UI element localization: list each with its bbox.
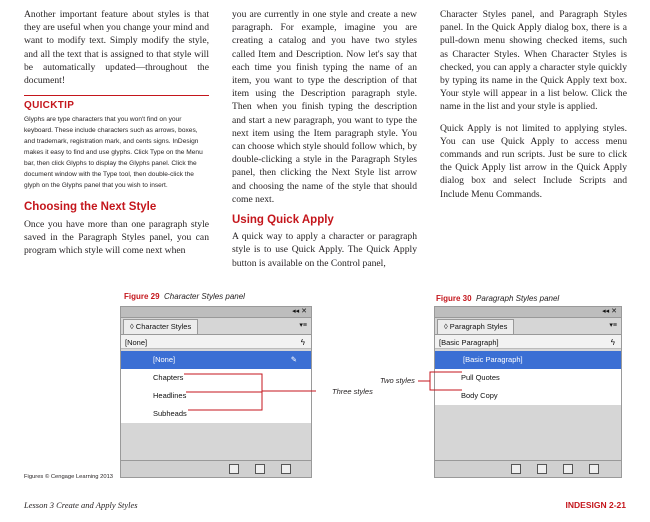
- figure-number: Figure 29: [124, 292, 160, 301]
- panel-titlebar[interactable]: ◂◂ ✕: [435, 307, 621, 318]
- paragraph: Quick Apply is not limited to applying styles. You can use Quick Apply to access menu commands and run scripts. Just be sure to click the Quick Apply list arrow in the Quick Apply dialog box and select Include Scripts and Include Menu Commands.: [440, 122, 627, 200]
- section-heading: Using Quick Apply: [232, 214, 334, 227]
- callout-line: [184, 374, 316, 391]
- panel-menu-icon[interactable]: ▾≡: [299, 322, 307, 329]
- section-heading: Choosing the Next Style: [24, 201, 157, 214]
- quick-apply-icon[interactable]: ϟ: [610, 338, 615, 347]
- list-item[interactable]: Chapters: [153, 373, 184, 382]
- current-style: [Basic Paragraph]: [439, 338, 499, 347]
- callout-line: [188, 391, 262, 410]
- callout-line: [418, 372, 462, 381]
- paragraph: Another important feature about styles is that they are useful when you change your mind and want to modify text. Simply modify the style, and all the text that is assigned to that style will be automatically updated—throughout the document!: [24, 9, 209, 87]
- quick-tip-title: QUICKTIP: [24, 95, 209, 112]
- current-style: [None]: [125, 338, 148, 347]
- list-item[interactable]: Body Copy: [461, 391, 498, 400]
- paragraph: A quick way to apply a character or paragraph style is to use Quick Apply. The Quick Apply button is available on the Control panel,: [232, 231, 417, 269]
- figure-caption: Paragraph Styles panel: [476, 294, 560, 303]
- panel-tab[interactable]: ◊ Character Styles: [123, 319, 198, 334]
- panel-titlebar[interactable]: ◂◂ ✕: [121, 307, 311, 318]
- paragraph: Character Styles panel, and Paragraph Styles panel. In the Quick Apply dialog box, there is a pull-down menu showing checked items, such as Character Styles. When Character Styles is checked, you can apply a character style quickly by typing its name in the Quick Apply text box. Your style will appear in a list below. Click the name in the list and your style is applied.: [440, 9, 627, 113]
- callout-two-styles: Two styles: [380, 376, 415, 385]
- figure-caption: Character Styles panel: [164, 292, 245, 301]
- figure-number: Figure 30: [436, 294, 472, 303]
- figure-credit: Figures © Cengage Learning 2013: [24, 474, 114, 480]
- list-item[interactable]: [None] ✎: [121, 351, 311, 369]
- panel-tab[interactable]: ◊ Paragraph Styles: [437, 319, 514, 334]
- callout-line: [430, 381, 462, 390]
- paragraph: you are currently in one style and create a new paragraph. For example, imagine you are creating a catalog and you have two styles called Item and Description. Now let's say that each time you finish typing the name of an item, you want to type the description of that item using the Description paragraph style. Then when you finish typing the description and start a new paragraph, you want to type the next item using the Item paragraph style. You can choose which style should follow which, by double-clicking a style in the Paragraph Styles panel, then clicking the Next Style list arrow and choosing the name of the style that should come next.: [232, 9, 417, 205]
- list-item[interactable]: Headlines: [153, 391, 187, 400]
- quick-apply-icon[interactable]: ϟ: [300, 338, 305, 347]
- edit-icon: ✎: [290, 355, 297, 364]
- paragraph: Once you have more than one paragraph style saved in the Paragraph Styles panel, you can program which style will come next when: [24, 218, 209, 257]
- list-item[interactable]: Pull Quotes: [461, 373, 500, 382]
- footer-lesson: Lesson 3 Create and Apply Styles: [24, 500, 138, 510]
- quick-tip-body: Glyphs are type characters that you won't find on your keyboard. These include characters such as arrows, boxes, and trademark, registration mark, and cents signs. InDesign makes it easy to find and use glyphs. Click Type on the Menu bar, then click Glyphs to display the Glyphs panel. Click the document window with the Type tool, then double-click the glyph on the Glyphs panel that you wish to insert.: [24, 116, 203, 190]
- list-item[interactable]: [Basic Paragraph]: [435, 351, 621, 369]
- callout-three-styles: Three styles: [332, 387, 373, 396]
- panel-menu-icon[interactable]: ▾≡: [609, 322, 617, 329]
- footer-page: INDESIGN 2-21: [565, 500, 626, 510]
- list-item[interactable]: Subheads: [153, 409, 187, 418]
